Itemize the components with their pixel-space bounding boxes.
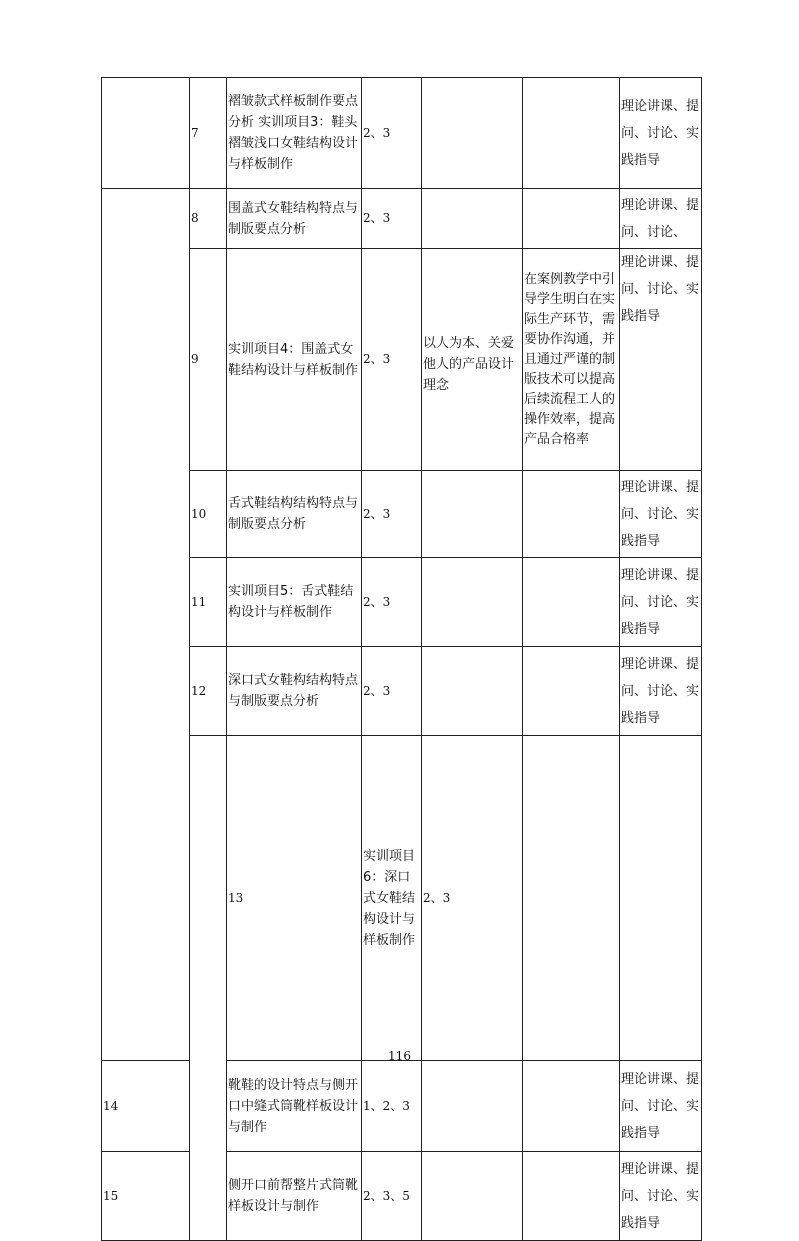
case-cell: 在案例教学中引导学生明白在实际生产环节，需要协作沟通，并且通过严谨的制版技术可以提高后续流程工人的操作效率，提高产品合格率 [523, 249, 620, 471]
case-cell [620, 736, 702, 1061]
hours-cell: 1、2、3 [362, 1061, 422, 1152]
content-cell: 实训项目4：围盖式女鞋结构设计与样板制作 [227, 249, 362, 471]
row-number: 9 [190, 249, 227, 471]
case-cell [523, 471, 620, 558]
case-cell [523, 558, 620, 647]
table-row [102, 249, 702, 471]
module-cell [102, 189, 190, 1061]
case-cell [523, 189, 620, 249]
hours-cell: 2、3、5 [362, 1152, 422, 1241]
row-number: 14 [102, 1061, 190, 1152]
case-cell [523, 78, 620, 189]
method-cell: 理论讲课、提问、讨论、实践指导 [620, 647, 702, 736]
case-cell [523, 1061, 620, 1152]
case-cell [523, 1152, 620, 1241]
row-number: 15 [102, 1152, 190, 1241]
content-cell: 围盖式女鞋结构特点与制版要点分析 [227, 189, 362, 249]
ideology-goal-cell [422, 189, 523, 249]
row-number: 7 [190, 78, 227, 189]
method-cell: 理论讲课、提问、讨论、实践指导 [620, 558, 702, 647]
ideology-goal-cell [422, 471, 523, 558]
method-cell: 理论讲课、提问、讨论、实践指导 [620, 1061, 702, 1152]
table-row [102, 78, 702, 189]
ideology-goal-cell [422, 558, 523, 647]
ideology-goal-cell [422, 647, 523, 736]
table-row [102, 558, 702, 647]
method-cell: 理论讲课、提问、讨论、 [620, 189, 702, 249]
row-number: 11 [190, 558, 227, 647]
hours-cell: 2、3 [362, 471, 422, 558]
content-cell: 舌式鞋结构结构特点与制版要点分析 [227, 471, 362, 558]
row-number: 13 [227, 736, 362, 1061]
table-row [102, 647, 702, 736]
case-cell [523, 647, 620, 736]
method-cell: 理论讲课、提问、讨论、实践指导 [620, 78, 702, 189]
page-number: 116 [388, 1049, 411, 1063]
table-row [102, 189, 702, 249]
ideology-goal-cell: 以人为本、关爱他人的产品设计理念 [422, 249, 523, 471]
method-cell: 理论讲课、提问、讨论、实践指导 [620, 249, 702, 471]
row-number: 12 [190, 647, 227, 736]
module-cell [102, 78, 190, 189]
row-number: 8 [190, 189, 227, 249]
hours-cell: 2、3 [422, 736, 523, 1061]
hours-cell: 2、3 [362, 249, 422, 471]
course-plan-table [101, 77, 702, 1241]
method-cell: 理论讲课、提问、讨论、实践指导 [620, 1152, 702, 1241]
ideology-goal-cell [523, 736, 620, 1061]
content-cell: 侧开口前帮整片式筒靴样板设计与制作 [227, 1152, 362, 1241]
module-cell [190, 736, 227, 1241]
table-row [102, 736, 702, 1061]
ideology-goal-cell [422, 1152, 523, 1241]
hours-cell: 2、3 [362, 647, 422, 736]
method-cell: 理论讲课、提问、讨论、实践指导 [620, 471, 702, 558]
content-cell: 深口式女鞋构结构特点与制版要点分析 [227, 647, 362, 736]
table-row [102, 471, 702, 558]
ideology-goal-cell [422, 78, 523, 189]
row-number: 10 [190, 471, 227, 558]
hours-cell: 2、3 [362, 78, 422, 189]
hours-cell: 2、3 [362, 189, 422, 249]
content-cell: 实训项目5：舌式鞋结构设计与样板制作 [227, 558, 362, 647]
ideology-goal-cell [422, 1061, 523, 1152]
content-cell: 实训项目6：深口式女鞋结构设计与样板制作 [362, 736, 422, 1061]
content-cell: 褶皱款式样板制作要点分析 实训项目3：鞋头褶皱浅口女鞋结构设计与样板制作 [227, 78, 362, 189]
content-cell: 靴鞋的设计特点与侧开口中缝式筒靴样板设计与制作 [227, 1061, 362, 1152]
hours-cell: 2、3 [362, 558, 422, 647]
